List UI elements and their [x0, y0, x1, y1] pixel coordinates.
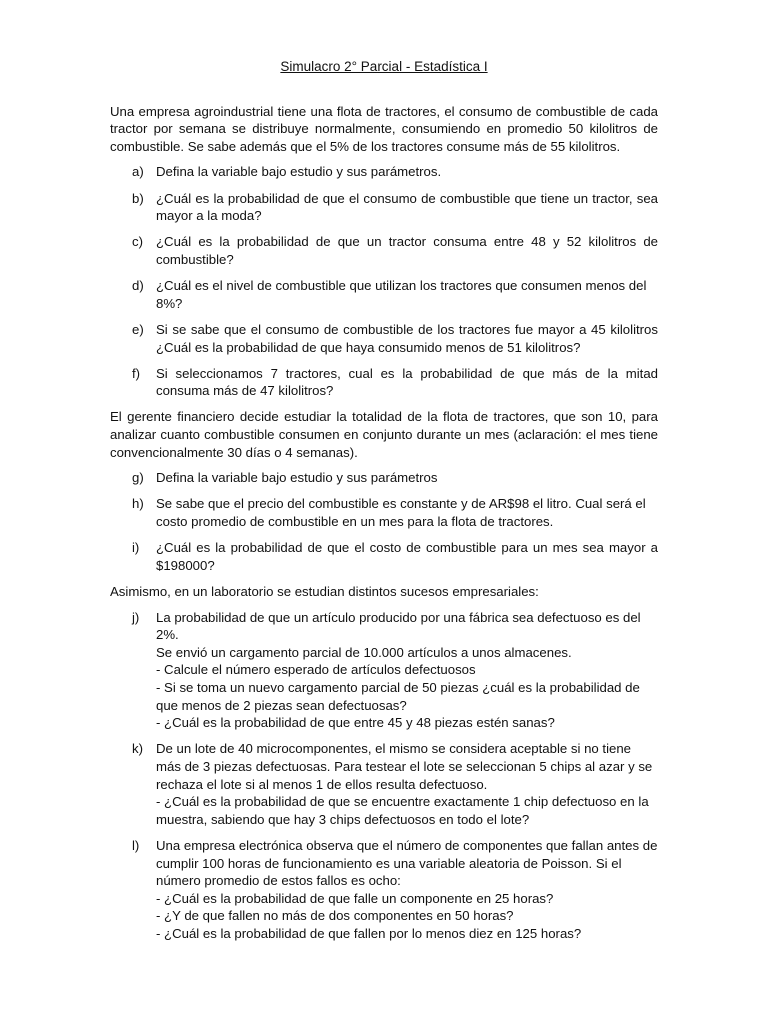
item-marker: c) [132, 234, 143, 250]
item-text [156, 609, 658, 732]
list-item-b [110, 190, 658, 225]
item-marker: f) [132, 365, 141, 381]
item-text: ¿Cuál es la probabilidad de que un tractor consuma entre 48 y 52 kilolitros de combustible? [156, 234, 658, 267]
item-line: - ¿Cuál es la probabilidad de que fallen por lo menos diez en 125 horas? [156, 925, 582, 941]
item-marker: i) [132, 540, 140, 556]
item-text: Se sabe que el precio del combustible es constante y de AR$98 el litro. Cual será el costo promedio de combustible en un mes para la flota de tractores. [156, 496, 646, 530]
list-item-d [110, 277, 658, 312]
list-item-f [110, 365, 658, 400]
item-line: - ¿Cuál es la probabilidad de que falle un componente en 25 horas? [156, 890, 554, 906]
item-line: Se envió un cargamento parcial de 10.000 artículos a unos almacenes. [156, 644, 572, 660]
list-item-e [110, 321, 658, 356]
item-text: ¿Cuál es la probabilidad de que el consumo de combustible que tiene un tractor, sea mayor a la moda? [156, 190, 658, 224]
item-text [156, 837, 658, 943]
page-title: Simulacro 2° Parcial - Estadística I [280, 59, 488, 74]
list-item-g [110, 469, 658, 487]
list-item-h [110, 495, 658, 530]
intro-paragraph: Una empresa agroindustrial tiene una flota de tractores, el consumo de combustible de cada tractor por semana se distribuye normalmente, consumiendo en promedio 50 kilolitros de combustible. Se sabe además que el 5% de los tractores consume más de 55 kilolitros. [110, 103, 658, 154]
item-marker: e) [132, 321, 144, 337]
item-line: - Si se toma un nuevo cargamento parcial de 50 piezas ¿cuál es la probabilidad de que menos de 2 piezas sean defectuosas? [156, 679, 640, 713]
item-line: - ¿Cuál es la probabilidad de que entre 45 y 48 piezas estén sanas? [156, 715, 555, 731]
list-item-l [110, 837, 658, 943]
list-item-c [110, 233, 658, 268]
item-line: Una empresa electrónica observa que el número de componentes que fallan antes de cumplir 100 horas de funcionamiento es una variable aleatoria de Poisson. Si el número promedio de estos fallos es ocho: [156, 837, 658, 889]
item-marker: g) [132, 470, 144, 486]
laboratory-paragraph: Asimismo, en un laboratorio se estudian distintos sucesos empresariales: [110, 584, 539, 599]
item-marker: a) [132, 164, 144, 180]
list-item-a [110, 163, 658, 181]
question-list-3 [110, 609, 658, 943]
item-marker: l) [132, 837, 140, 853]
item-line: De un lote de 40 microcomponentes, el mismo se considera aceptable si no tiene más de 3 piezas defectuosas. Para testear el lote se seleccionan 5 chips al azar y se rechaza el lote si al menos 1 de ellos resulta defectuoso. [156, 741, 653, 792]
manager-paragraph: El gerente financiero decide estudiar la totalidad de la flota de tractores, que son 10, para analizar cuanto combustible consumen en conjunto durante un mes (aclaración: el mes tiene convencionalmente 30 días o 4 semanas). [110, 409, 658, 460]
item-text: ¿Cuál es la probabilidad de que el costo de combustible para un mes sea mayor a $198000? [156, 540, 658, 573]
item-line: - ¿Cuál es la probabilidad de que se encuentre exactamente 1 chip defectuoso en la muestra, sabiendo que hay 3 chips defectuosos en todo el lote? [156, 794, 649, 827]
item-text: Defina la variable bajo estudio y sus parámetros. [156, 164, 442, 180]
item-marker: b) [132, 190, 144, 206]
item-line: La probabilidad de que un artículo producido por una fábrica sea defectuoso es del 2%. [156, 609, 641, 643]
item-line: - ¿Y de que fallen no más de dos componentes en 50 horas? [156, 908, 514, 924]
item-text [156, 740, 658, 828]
question-list-2 [110, 469, 658, 574]
item-marker: d) [132, 278, 144, 294]
question-list-1 [110, 163, 658, 400]
list-item-i [110, 539, 658, 574]
item-text: Si se sabe que el consumo de combustible de los tractores fue mayor a 45 kilolitros ¿Cuál es la probabilidad de que haya consumido menos de 51 kilolitros? [156, 321, 658, 355]
item-text: Defina la variable bajo estudio y sus parámetros [156, 470, 438, 486]
item-marker: j) [132, 609, 140, 625]
item-line: - Calcule el número esperado de artículos defectuosos [156, 662, 476, 678]
list-item-j [110, 609, 658, 732]
list-item-k [110, 740, 658, 828]
item-marker: h) [132, 496, 144, 512]
item-text: Si seleccionamos 7 tractores, cual es la probabilidad de que más de la mitad consuma más de 47 kilolitros? [156, 365, 658, 399]
item-text: ¿Cuál es el nivel de combustible que utilizan los tractores que consumen menos del 8%? [156, 278, 647, 311]
item-marker: k) [132, 741, 143, 757]
